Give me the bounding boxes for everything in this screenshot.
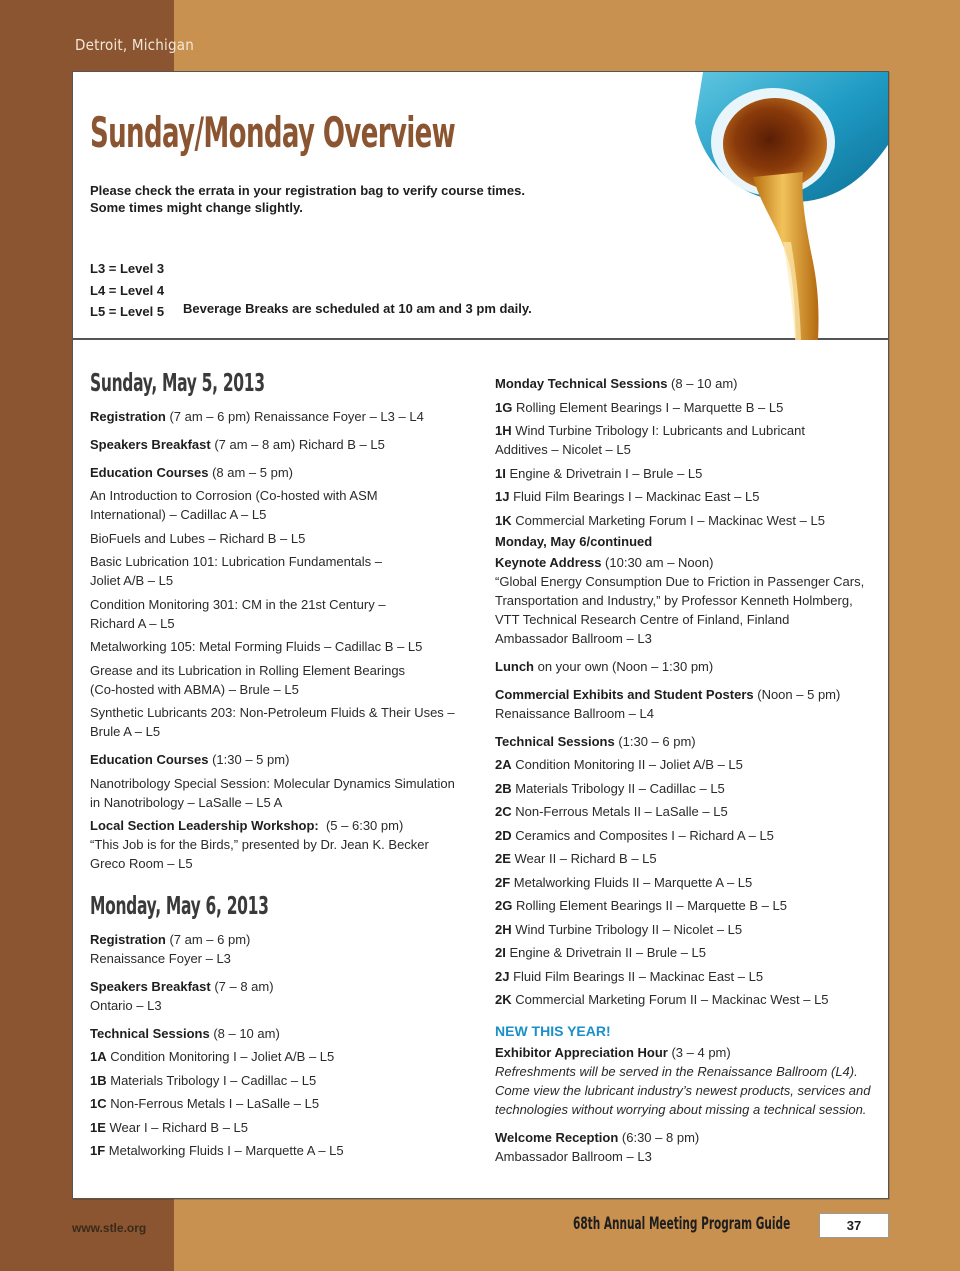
- detail: on your own (Noon – 1:30 pm): [534, 658, 714, 674]
- detail: (1:30 – 5 pm): [208, 752, 290, 767]
- session-code: 2C: [495, 804, 512, 819]
- session-text: Non-Ferrous Metals II – LaSalle – L5: [511, 804, 728, 819]
- continued-label: Monday, May 6/continued: [495, 533, 653, 549]
- session-text: Engine & Drivetrain II – Brule – L5: [505, 945, 707, 960]
- detail: (7 am – 6 pm): [165, 931, 251, 947]
- session-code: 1H: [495, 423, 512, 438]
- session-code: 1F: [90, 1143, 106, 1158]
- session-text: Condition Monitoring I – Joliet A/B – L5: [106, 1049, 335, 1064]
- sunday-education-afternoon: [90, 750, 470, 769]
- footer-guide-title: 68th Annual Meeting Program Guide: [573, 1214, 791, 1234]
- label: Speakers Breakfast: [90, 978, 211, 994]
- session-text: Wear II – Richard B – L5: [510, 851, 657, 866]
- session-code: 2H: [495, 921, 512, 937]
- room: Renaissance Foyer – L3: [90, 950, 231, 966]
- welcome-reception: [495, 1128, 880, 1166]
- new-this-year-heading: NEW THIS YEAR!: [495, 1023, 611, 1039]
- session-code: 1E: [90, 1119, 106, 1135]
- room: Ontario – L3: [90, 997, 162, 1013]
- session-text: Condition Monitoring II – Joliet A/B – L5: [511, 757, 743, 772]
- program-page: [72, 71, 889, 1199]
- session-code: 2E: [495, 851, 511, 866]
- session-text: Materials Tribology I – Cadillac – L5: [106, 1072, 317, 1088]
- course-line: Joliet A/B – L5: [90, 573, 174, 588]
- monday-technical-morning: [495, 374, 880, 393]
- session-text: Fluid Film Bearings II – Mackinac East – L5: [509, 968, 764, 984]
- sunday-registration: [90, 407, 470, 426]
- course-line: Brule A – L5: [90, 724, 161, 739]
- session-item: [90, 1094, 470, 1113]
- exhibitor-line: Refreshments will be served in the Renaissance Ballroom (L4).: [495, 1064, 858, 1079]
- room: Ambassador Ballroom – L3: [495, 1149, 652, 1164]
- session-line: in Nanotribology – LaSalle – L5 A: [90, 794, 283, 810]
- session-item: [495, 990, 880, 1009]
- course-line: An Introduction to Corrosion (Co-hosted with ASM: [90, 488, 378, 503]
- course-line: (Co-hosted with ABMA) – Brule – L5: [90, 681, 299, 697]
- course-line: Synthetic Lubricants 203: Non-Petroleum Fluids & Their Uses –: [90, 705, 455, 720]
- course-line: BioFuels and Lubes – Richard B – L5: [90, 530, 306, 546]
- label: Commercial Exhibits and Student Posters: [495, 686, 754, 702]
- leadership-workshop: [90, 816, 470, 873]
- label: Exhibitor Appreciation Hour: [495, 1045, 668, 1060]
- workshop-room: Greco Room – L5: [90, 856, 193, 871]
- session-text: Fluid Film Bearings I – Mackinac East – L5: [509, 489, 760, 504]
- commercial-exhibits: [495, 685, 880, 723]
- exhibitor-line: technologies without worrying about missing a technical session.: [495, 1102, 867, 1117]
- keynote-line: Ambassador Ballroom – L3: [495, 630, 652, 646]
- label: Speakers Breakfast: [90, 436, 211, 452]
- label: Local Section Leadership Workshop:: [90, 818, 319, 833]
- session-text: Non-Ferrous Metals I – LaSalle – L5: [106, 1096, 320, 1111]
- session-item: [495, 421, 880, 459]
- detail: (8 am – 5 pm): [208, 464, 293, 480]
- session-item: [495, 943, 880, 962]
- session-code: 1C: [90, 1096, 107, 1111]
- session-item: [495, 873, 880, 892]
- location-label: Detroit, Michigan: [75, 36, 194, 54]
- sunday-speakers-breakfast: [90, 435, 470, 454]
- session-text: Ceramics and Composites I – Richard A – L5: [511, 827, 774, 843]
- beverage-breaks-note: Beverage Breaks are scheduled at 10 am and 3 pm daily.: [183, 301, 532, 316]
- session-item: [90, 1141, 470, 1160]
- intro-block: [73, 72, 888, 340]
- label: Registration: [90, 408, 166, 424]
- session-item: [495, 755, 880, 774]
- session-item: [495, 464, 880, 483]
- monday-technical-afternoon: [495, 732, 880, 751]
- label: Education Courses: [90, 752, 209, 767]
- label: Welcome Reception: [495, 1130, 619, 1145]
- monday-speakers-breakfast: [90, 977, 470, 1015]
- session-item: [495, 826, 880, 845]
- session-code: 2I: [495, 945, 506, 960]
- course-item: [90, 703, 470, 741]
- keynote-line: VTT Technical Research Centre of Finland, Finland: [495, 611, 790, 627]
- workshop-line: “This Job is for the Birds,” presented by Dr. Jean K. Becker: [90, 837, 429, 852]
- label: Monday Technical Sessions: [495, 376, 668, 391]
- session-item: [495, 779, 880, 798]
- detail: (8 – 10 am): [667, 376, 738, 391]
- session-text: Wind Turbine Tribology II – Nicolet – L5: [511, 921, 743, 937]
- course-line: International) – Cadillac A – L5: [90, 507, 267, 522]
- session-item: [495, 920, 880, 939]
- session-text: Materials Tribology II – Cadillac – L5: [511, 780, 725, 796]
- level-legend: [90, 258, 164, 323]
- lunch: [495, 657, 880, 676]
- session-text: Wind Turbine Tribology I: Lubricants and Lubricant: [511, 423, 806, 438]
- detail: (8 – 10 am): [209, 1025, 280, 1041]
- session-text: Rolling Element Bearings I – Marquette B – L5: [512, 399, 784, 415]
- course-line: Richard A – L5: [90, 615, 175, 631]
- label: Lunch: [495, 658, 534, 674]
- session-code: 1B: [90, 1072, 107, 1088]
- session-item: [495, 967, 880, 986]
- session-item: [495, 398, 880, 417]
- session-item: [495, 896, 880, 915]
- keynote-line: Transportation and Industry,” by Professor Kenneth Holmberg,: [495, 592, 853, 608]
- detail: (Noon – 5 pm): [753, 686, 841, 702]
- level-4: L4 = Level 4: [90, 282, 165, 298]
- detail: (10:30 am – Noon): [601, 554, 714, 570]
- oil-pour-illustration: [633, 72, 889, 340]
- level-5: L5 = Level 5: [90, 304, 165, 319]
- course-line: Grease and its Lubrication in Rolling Element Bearings: [90, 662, 406, 678]
- label: Technical Sessions: [90, 1025, 210, 1041]
- session-text: Metalworking Fluids I – Marquette A – L5: [105, 1143, 344, 1158]
- errata-note: [90, 182, 525, 216]
- exhibitor-appreciation: [495, 1043, 880, 1119]
- page-title: Sunday/Monday Overview: [90, 108, 456, 157]
- exhibitor-line: Come view the lubricant industry’s newest products, services and: [495, 1083, 871, 1098]
- session-code: 1K: [495, 512, 512, 528]
- sunday-heading: Sunday, May 5, 2013: [90, 368, 265, 397]
- room: Renaissance Ballroom – L4: [495, 705, 654, 721]
- session-text: Commercial Marketing Forum I – Mackinac West – L5: [511, 512, 825, 528]
- session-item: [495, 487, 880, 506]
- monday-heading: Monday, May 6, 2013: [90, 891, 269, 920]
- label: Technical Sessions: [495, 733, 615, 749]
- label: Education Courses: [90, 464, 209, 480]
- course-item: [90, 529, 470, 548]
- session-text: Commercial Marketing Forum II – Mackinac West – L5: [511, 992, 829, 1007]
- session-code: 2B: [495, 780, 512, 796]
- session-code: 1G: [495, 399, 513, 415]
- detail: (7 am – 8 am) Richard B – L5: [210, 436, 385, 452]
- session-item: [495, 802, 880, 821]
- sunday-education-morning: [90, 463, 470, 482]
- session-code: 1I: [495, 465, 506, 481]
- course-item: [90, 486, 470, 524]
- left-column: [90, 368, 470, 1160]
- course-line: Condition Monitoring 301: CM in the 21st Century –: [90, 596, 386, 612]
- page-number: 37: [819, 1213, 889, 1238]
- session-text: Wear I – Richard B – L5: [105, 1119, 249, 1135]
- detail: (1:30 – 6 pm): [614, 733, 696, 749]
- footer-website: www.stle.org: [72, 1221, 147, 1235]
- session-item: [495, 511, 880, 530]
- session-text: Engine & Drivetrain I – Brule – L5: [505, 465, 703, 481]
- course-line: Metalworking 105: Metal Forming Fluids – Cadillac B – L5: [90, 639, 423, 654]
- detail: (7 – 8 am): [210, 978, 274, 994]
- detail: (6:30 – 8 pm): [618, 1130, 700, 1145]
- detail: (5 – 6:30 pm): [318, 818, 404, 833]
- right-column: [495, 368, 880, 1166]
- monday-technical-sessions: [90, 1024, 470, 1043]
- session-code: 2K: [495, 992, 512, 1007]
- label: Registration: [90, 931, 166, 947]
- session-code: 2G: [495, 898, 513, 913]
- session-code: 2A: [495, 757, 512, 772]
- errata-line-1: Please check the errata in your registration bag to verify course times.: [90, 183, 525, 198]
- keynote-address: [495, 553, 880, 648]
- detail: (7 am – 6 pm) Renaissance Foyer – L3 – L4: [165, 408, 424, 424]
- nanotribology-session: [90, 774, 470, 812]
- course-item: [90, 661, 470, 699]
- session-code: 2D: [495, 827, 512, 843]
- session-code: 2J: [495, 968, 510, 984]
- continued-heading: [495, 532, 880, 551]
- session-text: Rolling Element Bearings II – Marquette B – L5: [512, 898, 787, 913]
- monday-registration: [90, 930, 470, 968]
- session-text: Metalworking Fluids II – Marquette A – L5: [510, 874, 753, 890]
- course-item: [90, 552, 470, 590]
- session-code: 1J: [495, 489, 510, 504]
- label: Keynote Address: [495, 554, 602, 570]
- session-item: [90, 1071, 470, 1090]
- session-code: 2F: [495, 874, 511, 890]
- session-item: [90, 1047, 470, 1066]
- errata-line-2: Some times might change slightly.: [90, 200, 303, 215]
- course-line: Basic Lubrication 101: Lubrication Fundamentals –: [90, 554, 382, 569]
- session-item: [495, 849, 880, 868]
- session-line: Nanotribology Special Session: Molecular Dynamics Simulation: [90, 775, 455, 791]
- session-text-cont: Additives – Nicolet – L5: [495, 442, 631, 457]
- level-3: L3 = Level 3: [90, 261, 165, 276]
- course-item: [90, 637, 470, 656]
- keynote-line: “Global Energy Consumption Due to Friction in Passenger Cars,: [495, 573, 865, 589]
- detail: (3 – 4 pm): [667, 1045, 731, 1060]
- session-item: [90, 1118, 470, 1137]
- course-item: [90, 595, 470, 633]
- session-code: 1A: [90, 1049, 107, 1064]
